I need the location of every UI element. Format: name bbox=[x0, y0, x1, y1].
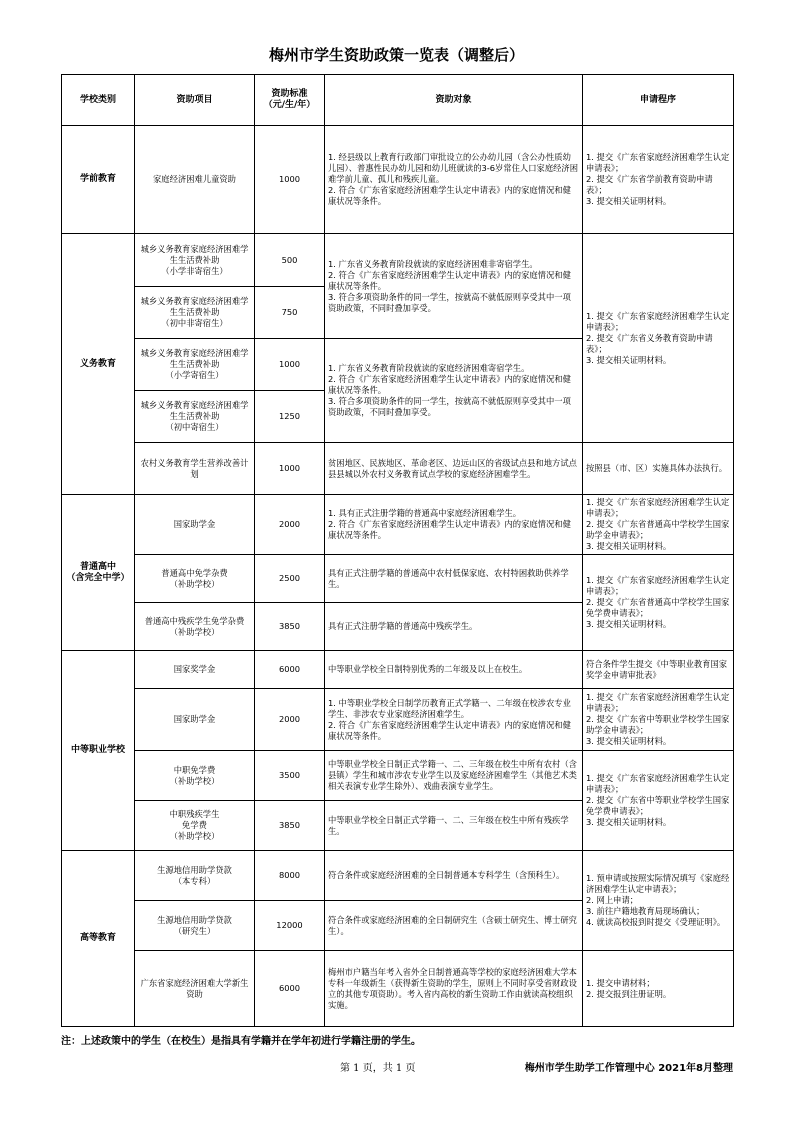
target-cell: 1. 中等职业学校全日制学历教育正式学籍一、二年级在校涉农专业学生、非涉农专业家庭经济困难学生。 2. 符合《广东省家庭经济困难学生认定申请表》内的家庭情况和健康状况等条件。 bbox=[325, 689, 583, 751]
target-cell: 1. 广东省义务教育阶段就读的家庭经济困难寄宿学生。 2. 符合《广东省家庭经济困难学生认定申请表》内的家庭情况和健康状况等条件。 3. 符合多项资助条件的同一学生，按就高不就低原则享受其中一项资助政策，不同时叠加享受。 bbox=[325, 339, 583, 443]
procedure-cell: 按照县（市、区）实施具体办法执行。 bbox=[583, 443, 734, 495]
footnote: 注：上述政策中的学生（在校生）是指具有学籍并在学年初进行学籍注册的学生。 bbox=[61, 1036, 421, 1047]
item-cell: 广东省家庭经济困难大学新生资助 bbox=[135, 951, 255, 1027]
amount-cell: 2000 bbox=[255, 495, 325, 555]
procedure-cell: 1. 提交《广东省家庭经济困难学生认定申请表》； 2. 提交《广东省义务教育资助申请表》； 3. 提交相关证明材料。 bbox=[583, 234, 734, 443]
target-cell: 中等职业学校全日制特别优秀的二年级及以上在校生。 bbox=[325, 651, 583, 689]
item-cell: 中职残疾学生 免学费 （补助学校） bbox=[135, 801, 255, 851]
table-row bbox=[62, 126, 734, 234]
item-cell: 国家奖学金 bbox=[135, 651, 255, 689]
organization-credit: 梅州市学生助学工作管理中心 2021年8月整理 bbox=[524, 1063, 733, 1074]
amount-cell: 750 bbox=[255, 287, 325, 339]
target-cell: 中等职业学校全日制正式学籍一、二、三年级在校生中所有农村（含县镇）学生和城市涉农专业学生以及家庭经济困难学生（其他艺术类相关表演专业学生除外）、戏曲表演专业学生。 bbox=[325, 751, 583, 801]
item-cell: 国家助学金 bbox=[135, 495, 255, 555]
procedure-cell: 1. 提交《广东省家庭经济困难学生认定申请表》； 2. 提交《广东省普通高中学校学生国家免学费申请表》； 3. 提交相关证明材料。 bbox=[583, 555, 734, 651]
category-cell: 义务教育 bbox=[62, 234, 135, 495]
amount-cell: 1000 bbox=[255, 443, 325, 495]
amount-cell: 8000 bbox=[255, 851, 325, 901]
table-row bbox=[62, 851, 734, 901]
item-cell: 普通高中免学杂费 （补助学校） bbox=[135, 555, 255, 603]
policy-table bbox=[61, 74, 734, 1027]
target-cell: 1. 具有正式注册学籍的普通高中家庭经济困难学生。 2. 符合《广东省家庭经济困难学生认定申请表》内的家庭情况和健康状况等条件。 bbox=[325, 495, 583, 555]
table-row bbox=[62, 689, 734, 751]
item-cell: 生源地信用助学贷款 （本专科） bbox=[135, 851, 255, 901]
target-cell: 贫困地区、民族地区、革命老区、边远山区的省级试点县和地方试点县县城以外农村义务教育试点学校的家庭经济困难学生。 bbox=[325, 443, 583, 495]
amount-cell: 2500 bbox=[255, 555, 325, 603]
category-cell: 普通高中 （含完全中学） bbox=[62, 495, 135, 651]
header-item: 资助项目 bbox=[135, 75, 255, 126]
amount-cell: 1000 bbox=[255, 339, 325, 391]
target-cell: 符合条件或家庭经济困难的全日制普通本专科学生（含预科生）。 bbox=[325, 851, 583, 901]
table-row bbox=[62, 751, 734, 801]
item-cell: 农村义务教育学生营养改善计划 bbox=[135, 443, 255, 495]
procedure-cell: 1. 预申请或按照实际情况填写《家庭经济困难学生认定申请表》； 2. 网上申请； 3. 前往户籍地教育局现场确认； 4. 就读高校报到时提交《受理证明》。 bbox=[583, 851, 734, 951]
target-cell: 符合条件或家庭经济困难的全日制研究生（含硕士研究生、博士研究生）。 bbox=[325, 901, 583, 951]
table-row bbox=[62, 443, 734, 495]
item-cell: 城乡义务教育家庭经济困难学生生活费补助 （初中寄宿生） bbox=[135, 391, 255, 443]
target-cell: 1. 经县级以上教育行政部门审批设立的公办幼儿园（含公办性质幼儿园）、普惠性民办幼儿园和幼儿班就读的3-6岁常住人口家庭经济困难学前儿童、孤儿和残疾儿童。 2. 符合《广东省家庭经济困难学生认定申请表》内的家庭情况和健康状况等条件。 bbox=[325, 126, 583, 234]
page-title: 梅州市学生资助政策一览表（调整后） bbox=[268, 46, 524, 64]
table-row bbox=[62, 495, 734, 555]
header-procedure: 申请程序 bbox=[583, 75, 734, 126]
target-cell: 中等职业学校全日制正式学籍一、二、三年级在校生中所有残疾学生。 bbox=[325, 801, 583, 851]
amount-cell: 2000 bbox=[255, 689, 325, 751]
amount-cell: 1250 bbox=[255, 391, 325, 443]
amount-cell: 3850 bbox=[255, 603, 325, 651]
table-row bbox=[62, 555, 734, 603]
header-category: 学校类别 bbox=[62, 75, 135, 126]
amount-cell: 500 bbox=[255, 234, 325, 287]
item-cell: 中职免学费 （补助学校） bbox=[135, 751, 255, 801]
table-row bbox=[62, 951, 734, 1027]
amount-cell: 3500 bbox=[255, 751, 325, 801]
header-target: 资助对象 bbox=[325, 75, 583, 126]
item-cell: 城乡义务教育家庭经济困难学生生活费补助 （初中非寄宿生） bbox=[135, 287, 255, 339]
category-cell: 中等职业学校 bbox=[62, 651, 135, 851]
amount-cell: 12000 bbox=[255, 901, 325, 951]
category-cell: 学前教育 bbox=[62, 126, 135, 234]
item-cell: 家庭经济困难儿童资助 bbox=[135, 126, 255, 234]
category-cell: 高等教育 bbox=[62, 851, 135, 1027]
item-cell: 生源地信用助学贷款 （研究生） bbox=[135, 901, 255, 951]
header-row bbox=[62, 75, 734, 126]
target-cell: 具有正式注册学籍的普通高中残疾学生。 bbox=[325, 603, 583, 651]
table-row bbox=[62, 651, 734, 689]
item-cell: 城乡义务教育家庭经济困难学生生活费补助 （小学非寄宿生） bbox=[135, 234, 255, 287]
amount-cell: 1000 bbox=[255, 126, 325, 234]
target-cell: 梅州市户籍当年考入省外全日制普通高等学校的家庭经济困难大学本专科一年级新生（获得新生资助的学生，原则上不同时享受省财政设立的其他专项资助）。考入省内高校的新生资助工作由就读高校组织实施。 bbox=[325, 951, 583, 1027]
procedure-cell: 1. 提交《广东省家庭经济困难学生认定申请表》； 2. 提交《广东省中等职业学校学生国家助学金申请表》； 3. 提交相关证明材料。 bbox=[583, 689, 734, 751]
header-amount: 资助标准 （元/生/年） bbox=[255, 75, 325, 126]
procedure-cell: 1. 提交《广东省家庭经济困难学生认定申请表》； 2. 提交《广东省中等职业学校学生国家免学费申请表》； 3. 提交相关证明材料。 bbox=[583, 751, 734, 851]
page-number: 第 1 页，共 1 页 bbox=[340, 1063, 416, 1074]
target-cell: 具有正式注册学籍的普通高中农村低保家庭、农村特困救助供养学生。 bbox=[325, 555, 583, 603]
procedure-cell: 1. 提交《广东省家庭经济困难学生认定申请表》； 2. 提交《广东省学前教育资助申请表》； 3. 提交相关证明材料。 bbox=[583, 126, 734, 234]
item-cell: 普通高中残疾学生免学杂费 （补助学校） bbox=[135, 603, 255, 651]
amount-cell: 6000 bbox=[255, 651, 325, 689]
procedure-cell: 符合条件学生提交《中等职业教育国家奖学金申请审批表》 bbox=[583, 651, 734, 689]
item-cell: 城乡义务教育家庭经济困难学生生活费补助 （小学寄宿生） bbox=[135, 339, 255, 391]
procedure-cell: 1. 提交申请材料； 2. 提交报到注册证明。 bbox=[583, 951, 734, 1027]
target-cell: 1. 广东省义务教育阶段就读的家庭经济困难非寄宿学生。 2. 符合《广东省家庭经济困难学生认定申请表》内的家庭情况和健康状况等条件。 3. 符合多项资助条件的同一学生，按就高不就低原则享受其中一项资助政策，不同时叠加享受。 bbox=[325, 234, 583, 339]
amount-cell: 3850 bbox=[255, 801, 325, 851]
table-row bbox=[62, 234, 734, 287]
procedure-cell: 1. 提交《广东省家庭经济困难学生认定申请表》； 2. 提交《广东省普通高中学校学生国家助学金申请表》； 3. 提交相关证明材料。 bbox=[583, 495, 734, 555]
amount-cell: 6000 bbox=[255, 951, 325, 1027]
item-cell: 国家助学金 bbox=[135, 689, 255, 751]
